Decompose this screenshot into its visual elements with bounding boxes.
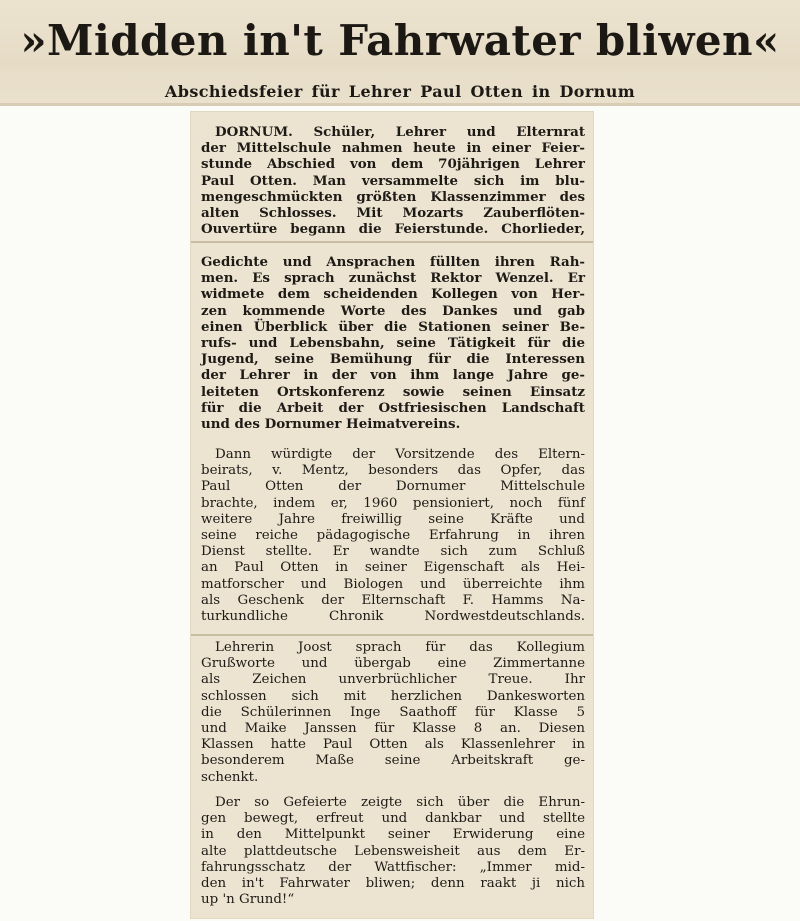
article-paragraph-closing bbox=[201, 795, 585, 908]
article-line: der Lehrer in der von ihm lange Jahre ge- bbox=[201, 367, 585, 384]
article-line: schlossen sich mit herzlichen Dankesworten bbox=[201, 688, 585, 704]
article-line: alte plattdeutsche Lebensweisheit aus dem Er- bbox=[201, 843, 585, 859]
article-line: für die Arbeit der Ostfriesischen Landschaft bbox=[201, 399, 585, 416]
article-line: besonderem Maße seine Arbeitskraft ge- bbox=[201, 753, 585, 769]
article-line: leiteten Ortskonferenz sowie seinen Einsatz bbox=[201, 383, 585, 400]
article-line: stunde Abschied von dem 70jährigen Lehrer bbox=[201, 156, 585, 173]
article-line: und Maike Janssen für Klasse 8 an. Diesen bbox=[201, 721, 585, 737]
article-line: Dann würdigte der Vorsitzende des Eltern- bbox=[215, 447, 585, 462]
article-lead-paragraph bbox=[201, 124, 585, 237]
article-line: an Paul Otten in seiner Eigenschaft als Hei- bbox=[201, 560, 585, 576]
article-line: alten Schlosses. Mit Mozarts Zauberflöten- bbox=[201, 205, 585, 222]
article-line: weitere Jahre freiwillig seine Kräfte und bbox=[201, 511, 585, 527]
article-line: DORNUM. Schüler, Lehrer und Elternrat bbox=[215, 124, 585, 140]
article-line: Jugend, seine Bemühung für die Interessen bbox=[201, 351, 585, 368]
article-line: als Geschenk der Elternschaft F. Hamms Na- bbox=[201, 592, 585, 608]
article-line: der Mittelschule nahmen heute in einer Feier- bbox=[201, 140, 585, 157]
article-line: und des Dornumer Heimatvereins. bbox=[201, 416, 461, 433]
article-line: widmete dem scheidenden Kollegen von Her- bbox=[201, 286, 585, 303]
clipping-edge-1 bbox=[191, 241, 593, 243]
article-line: Klassen hatte Paul Otten als Klassenlehrer in bbox=[201, 737, 585, 753]
article-line: Dienst stellte. Er wandte sich zum Schluß bbox=[201, 544, 585, 560]
article-line: Grußworte und übergab eine Zimmertanne bbox=[201, 656, 585, 672]
article-line: Paul Otten. Man versammelte sich im blu- bbox=[201, 172, 585, 189]
article-line: Gedichte und Ansprachen füllten ihren Rah- bbox=[201, 254, 585, 270]
article-line: men. Es sprach zunächst Rektor Wenzel. Er bbox=[201, 270, 585, 287]
article-line: turkundliche Chronik Nordwestdeutschlands. bbox=[201, 609, 585, 625]
article-line: gen bewegt, erfreut und dankbar und stellte bbox=[201, 811, 585, 827]
article-line: als Zeichen unverbrüchlicher Treue. Ihr bbox=[201, 672, 585, 688]
article-line: up 'n Grund!“ bbox=[201, 892, 295, 908]
article-line: brachte, indem er, 1960 pensioniert, noch fünf bbox=[201, 495, 585, 511]
article-line: einen Überblick über die Stationen seiner Be- bbox=[201, 318, 585, 335]
article-line: den in't Fahrwater bliwen; denn raakt ji nich bbox=[201, 876, 585, 892]
subheadline: Abschiedsfeier für Lehrer Paul Otten in Dornum bbox=[164, 82, 636, 101]
article-line: schenkt. bbox=[201, 769, 259, 785]
article-line: Lehrerin Joost sprach für das Kollegium bbox=[215, 640, 585, 655]
article-line: Der so Gefeierte zeigte sich über die Ehrun- bbox=[215, 795, 585, 810]
article-line: Paul Otten der Dornumer Mittelschule bbox=[201, 479, 585, 495]
article-line: beirats, v. Mentz, besonders das Opfer, das bbox=[201, 463, 585, 479]
headline: »Midden in't Fahrwater bliwen« bbox=[20, 16, 780, 65]
article-line: mengeschmückten größten Klassenzimmer des bbox=[201, 188, 585, 205]
article-line: fahrungsschatz der Wattfischer: „Immer mid- bbox=[201, 859, 585, 875]
article-paragraph-joost bbox=[201, 640, 585, 786]
article-line: die Schülerinnen Inge Saathoff für Klasse 5 bbox=[201, 704, 585, 720]
article-line: rufs- und Lebensbahn, seine Tätigkeit für die bbox=[201, 335, 585, 352]
article-paragraph-mentz bbox=[201, 447, 585, 625]
article-bold-paragraph bbox=[201, 254, 585, 432]
article-line: zen kommende Worte des Dankes und gab bbox=[201, 302, 585, 319]
article-line: seine reiche pädagogische Erfahrung in ihren bbox=[201, 528, 585, 544]
article-line: Ouvertüre begann die Feierstunde. Chorlieder, bbox=[201, 221, 585, 238]
article-line: matforscher und Biologen und überreichte ihm bbox=[201, 576, 585, 592]
article-line: in den Mittelpunkt seiner Erwiderung eine bbox=[201, 827, 585, 843]
clipping-edge-2 bbox=[191, 634, 593, 636]
